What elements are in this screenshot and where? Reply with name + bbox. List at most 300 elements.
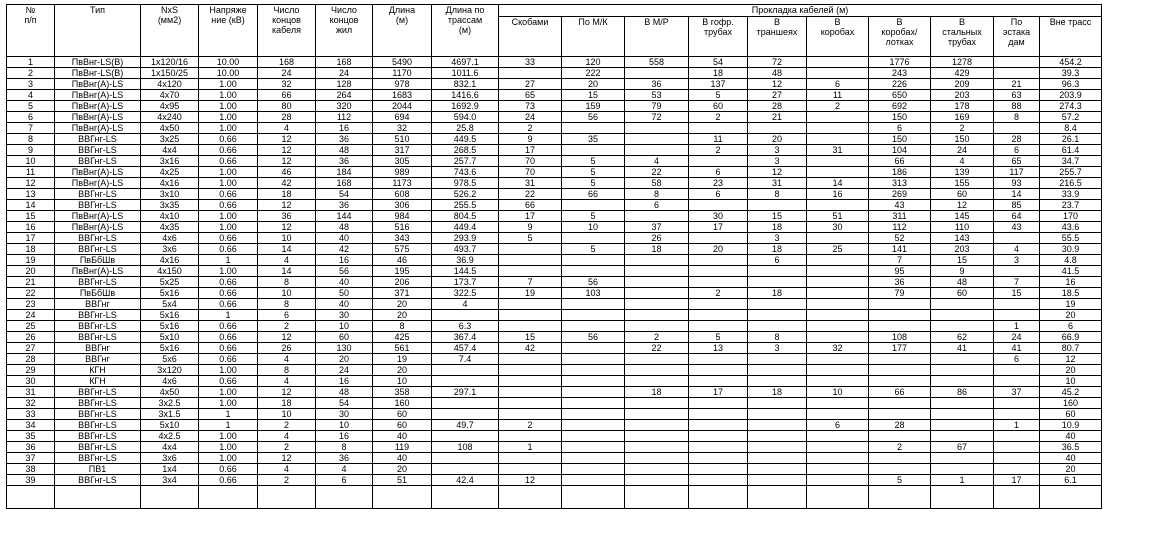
cell-laying-corrugated xyxy=(689,354,748,365)
cell-route-length: 1416.6 xyxy=(432,90,499,101)
cell-laying-overpass: 41 xyxy=(994,343,1040,354)
cell-laying-corrugated xyxy=(689,277,748,288)
cell-laying-overpass: 7 xyxy=(994,277,1040,288)
cell-laying-corrugated xyxy=(689,464,748,475)
cell-laying-staples xyxy=(499,354,562,365)
cell-laying-corrugated: 5 xyxy=(689,90,748,101)
cell-route-length: 449.5 xyxy=(432,134,499,145)
cell-length: 40 xyxy=(373,431,432,442)
cell-core-ends: 42 xyxy=(316,244,373,255)
cell-laying-box xyxy=(807,112,869,123)
cell-laying-staples: 1 xyxy=(499,442,562,453)
cell-laying-corrugated xyxy=(689,266,748,277)
cell-cross-section: 3x6 xyxy=(141,244,199,255)
cell-cable-type: ПВ1 xyxy=(55,464,141,475)
cell-cable-type: ПвВнг(А)-LS xyxy=(55,79,141,90)
cell-route-length: 108 xyxy=(432,442,499,453)
cell-cable-type: ВВГнг-LS xyxy=(55,431,141,442)
cell-row-num: 20 xyxy=(7,266,55,277)
cell-laying-offroute: 6 xyxy=(1040,321,1102,332)
header-laying-steel-pipe: В стальных трубах xyxy=(931,17,994,57)
cell-cable-ends: 46 xyxy=(258,167,316,178)
cell-laying-trench: 3 xyxy=(748,156,807,167)
table-row xyxy=(7,321,1102,332)
cell-laying-box: 32 xyxy=(807,343,869,354)
cell-laying-offroute: 10.9 xyxy=(1040,420,1102,431)
cell-laying-corrugated: 13 xyxy=(689,343,748,354)
cell-laying-box xyxy=(807,266,869,277)
cell-laying-corrugated xyxy=(689,453,748,464)
cell-voltage: 0.66 xyxy=(199,354,258,365)
blank-cell xyxy=(55,486,141,509)
cell-voltage: 0.66 xyxy=(199,233,258,244)
cell-core-ends: 16 xyxy=(316,376,373,387)
cell-laying-steel-pipe: 155 xyxy=(931,178,994,189)
cell-laying-corrugated: 17 xyxy=(689,222,748,233)
cell-laying-corrugated: 2 xyxy=(689,145,748,156)
cell-core-ends: 36 xyxy=(316,156,373,167)
cell-laying-corrugated xyxy=(689,123,748,134)
cell-row-num: 26 xyxy=(7,332,55,343)
cell-laying-tray: 36 xyxy=(869,277,931,288)
cell-cable-ends: 2 xyxy=(258,420,316,431)
cell-cable-type: ВВГнг xyxy=(55,354,141,365)
cell-cable-ends: 2 xyxy=(258,475,316,486)
cell-cross-section: 3x16 xyxy=(141,156,199,167)
cell-route-length: 367.4 xyxy=(432,332,499,343)
cell-laying-trench: 27 xyxy=(748,90,807,101)
cell-voltage: 0.66 xyxy=(199,145,258,156)
cell-laying-box: 2 xyxy=(807,101,869,112)
cell-laying-overpass: 1 xyxy=(994,420,1040,431)
cell-voltage: 1.00 xyxy=(199,167,258,178)
cell-cable-type: ВВГнг-LS xyxy=(55,409,141,420)
cell-laying-offroute: 8.4 xyxy=(1040,123,1102,134)
cell-laying-metal: 56 xyxy=(562,112,625,123)
cell-laying-staples xyxy=(499,453,562,464)
cell-laying-box xyxy=(807,123,869,134)
cell-laying-box: 6 xyxy=(807,79,869,90)
cell-voltage: 0.66 xyxy=(199,277,258,288)
cell-row-num: 4 xyxy=(7,90,55,101)
cell-cross-section: 1x4 xyxy=(141,464,199,475)
cell-length: 10 xyxy=(373,376,432,387)
cell-laying-metal xyxy=(562,145,625,156)
cell-route-length: 449.4 xyxy=(432,222,499,233)
blank-cell xyxy=(807,486,869,509)
cell-laying-offroute: 80.7 xyxy=(1040,343,1102,354)
cell-laying-metal: 35 xyxy=(562,134,625,145)
cell-laying-tray xyxy=(869,310,931,321)
cell-laying-staples: 7 xyxy=(499,277,562,288)
cell-voltage: 0.66 xyxy=(199,200,258,211)
cell-cable-ends: 4 xyxy=(258,376,316,387)
cell-laying-steel-pipe: 60 xyxy=(931,189,994,200)
cell-core-ends: 40 xyxy=(316,299,373,310)
cell-laying-tray xyxy=(869,464,931,475)
cell-cable-type: ВВГнг-LS xyxy=(55,200,141,211)
cell-row-num: 18 xyxy=(7,244,55,255)
cell-route-length: 293.9 xyxy=(432,233,499,244)
cell-length: 1173 xyxy=(373,178,432,189)
cell-laying-offroute: 60 xyxy=(1040,409,1102,420)
cell-route-length: 743.6 xyxy=(432,167,499,178)
cell-route-length xyxy=(432,464,499,475)
cell-laying-box xyxy=(807,475,869,486)
cell-laying-tray: 112 xyxy=(869,222,931,233)
cell-voltage: 1.00 xyxy=(199,266,258,277)
cell-laying-mr xyxy=(625,453,689,464)
header-route-length: Длина по трассам (м) xyxy=(432,5,499,57)
cell-route-length: 7.4 xyxy=(432,354,499,365)
cell-laying-offroute: 16 xyxy=(1040,277,1102,288)
cell-cable-type: ПвБбШв xyxy=(55,255,141,266)
cell-laying-staples: 9 xyxy=(499,222,562,233)
cell-cable-type: ПвВнг(А)-LS xyxy=(55,123,141,134)
cell-laying-trench xyxy=(748,464,807,475)
cell-laying-overpass xyxy=(994,453,1040,464)
cell-length: 51 xyxy=(373,475,432,486)
cell-laying-offroute: 160 xyxy=(1040,398,1102,409)
cell-laying-corrugated xyxy=(689,475,748,486)
cell-laying-tray xyxy=(869,409,931,420)
cell-laying-corrugated xyxy=(689,156,748,167)
cell-cable-ends: 42 xyxy=(258,178,316,189)
cell-laying-offroute: 66.9 xyxy=(1040,332,1102,343)
cell-laying-corrugated: 20 xyxy=(689,244,748,255)
cell-laying-steel-pipe: 15 xyxy=(931,255,994,266)
cell-laying-trench: 3 xyxy=(748,343,807,354)
cell-laying-trench xyxy=(748,200,807,211)
cell-cross-section: 1x120/16 xyxy=(141,57,199,68)
cell-laying-trench xyxy=(748,310,807,321)
cell-laying-overpass: 43 xyxy=(994,222,1040,233)
cell-row-num: 15 xyxy=(7,211,55,222)
cell-cross-section: 3x4 xyxy=(141,475,199,486)
cell-length: 608 xyxy=(373,189,432,200)
cell-voltage: 0.66 xyxy=(199,244,258,255)
cell-laying-staples xyxy=(499,431,562,442)
cell-voltage: 0.66 xyxy=(199,134,258,145)
cell-cross-section: 5x4 xyxy=(141,299,199,310)
cell-laying-steel-pipe xyxy=(931,398,994,409)
cell-row-num: 6 xyxy=(7,112,55,123)
table-row xyxy=(7,310,1102,321)
cell-core-ends: 30 xyxy=(316,310,373,321)
cell-voltage: 10.00 xyxy=(199,57,258,68)
cell-core-ends: 16 xyxy=(316,255,373,266)
cell-laying-metal: 20 xyxy=(562,79,625,90)
cell-laying-metal xyxy=(562,266,625,277)
cell-voltage: 1.00 xyxy=(199,79,258,90)
cell-laying-steel-pipe xyxy=(931,420,994,431)
cell-laying-corrugated: 2 xyxy=(689,288,748,299)
cell-cable-type: ВВГнг xyxy=(55,343,141,354)
cell-laying-trench: 28 xyxy=(748,101,807,112)
cell-laying-offroute: 216.5 xyxy=(1040,178,1102,189)
cell-laying-staples: 66 xyxy=(499,200,562,211)
cell-laying-corrugated xyxy=(689,299,748,310)
cell-core-ends: 184 xyxy=(316,167,373,178)
cell-laying-steel-pipe xyxy=(931,431,994,442)
cell-core-ends: 8 xyxy=(316,442,373,453)
cell-laying-trench xyxy=(748,409,807,420)
cell-laying-steel-pipe: 209 xyxy=(931,79,994,90)
cell-laying-mr xyxy=(625,365,689,376)
cell-laying-staples xyxy=(499,310,562,321)
cell-row-num: 31 xyxy=(7,387,55,398)
cell-laying-trench: 12 xyxy=(748,167,807,178)
cell-route-length: 268.5 xyxy=(432,145,499,156)
cell-laying-trench xyxy=(748,420,807,431)
cell-laying-box xyxy=(807,442,869,453)
cell-route-length: 457.4 xyxy=(432,343,499,354)
cell-core-ends: 36 xyxy=(316,453,373,464)
cell-laying-overpass: 14 xyxy=(994,189,1040,200)
header-num: № п/п xyxy=(7,5,55,57)
header-laying-mr: В М/Р xyxy=(625,17,689,57)
cell-route-length: 978.5 xyxy=(432,178,499,189)
cell-laying-mr: 36 xyxy=(625,79,689,90)
cell-row-num: 2 xyxy=(7,68,55,79)
cell-laying-steel-pipe: 143 xyxy=(931,233,994,244)
cell-length: 358 xyxy=(373,387,432,398)
cell-laying-box xyxy=(807,453,869,464)
cell-length: 989 xyxy=(373,167,432,178)
cell-laying-tray: 7 xyxy=(869,255,931,266)
cell-core-ends: 36 xyxy=(316,134,373,145)
cell-row-num: 11 xyxy=(7,167,55,178)
cell-laying-metal xyxy=(562,343,625,354)
cell-core-ends: 40 xyxy=(316,233,373,244)
cell-cross-section: 5x6 xyxy=(141,354,199,365)
cell-cable-type: ВВГнг-LS xyxy=(55,387,141,398)
cell-laying-tray xyxy=(869,354,931,365)
cell-cross-section: 4x240 xyxy=(141,112,199,123)
cell-route-length: 173.7 xyxy=(432,277,499,288)
cell-laying-steel-pipe xyxy=(931,321,994,332)
blank-cell xyxy=(994,486,1040,509)
table-row xyxy=(7,189,1102,200)
cell-laying-offroute: 40 xyxy=(1040,453,1102,464)
cell-laying-corrugated xyxy=(689,398,748,409)
cell-laying-box xyxy=(807,233,869,244)
cell-core-ends: 4 xyxy=(316,464,373,475)
cell-cable-ends: 2 xyxy=(258,442,316,453)
header-laying-tray: В коробах/ лотках xyxy=(869,17,931,57)
cell-laying-overpass: 93 xyxy=(994,178,1040,189)
cell-laying-trench xyxy=(748,365,807,376)
header-laying-metal: По М/К xyxy=(562,17,625,57)
cell-voltage: 1.00 xyxy=(199,90,258,101)
cell-laying-tray: 5 xyxy=(869,475,931,486)
cell-cable-ends: 12 xyxy=(258,145,316,156)
cell-core-ends: 48 xyxy=(316,387,373,398)
cell-length: 575 xyxy=(373,244,432,255)
cell-laying-corrugated: 6 xyxy=(689,189,748,200)
cell-laying-box xyxy=(807,409,869,420)
cell-laying-tray xyxy=(869,321,931,332)
cell-laying-overpass xyxy=(994,123,1040,134)
cell-row-num: 24 xyxy=(7,310,55,321)
cell-laying-staples: 5 xyxy=(499,233,562,244)
cell-cable-ends: 80 xyxy=(258,101,316,112)
cell-cable-ends: 4 xyxy=(258,354,316,365)
cell-voltage: 1.00 xyxy=(199,101,258,112)
cell-length: 20 xyxy=(373,464,432,475)
cell-laying-box xyxy=(807,321,869,332)
cell-cable-type: КГН xyxy=(55,365,141,376)
cell-length: 160 xyxy=(373,398,432,409)
cell-laying-mr: 22 xyxy=(625,343,689,354)
cell-core-ends: 20 xyxy=(316,354,373,365)
cell-laying-trench: 18 xyxy=(748,244,807,255)
table-row xyxy=(7,420,1102,431)
cell-cable-type: ПвВнг(А)-LS xyxy=(55,222,141,233)
cell-cross-section: 4x6 xyxy=(141,376,199,387)
cell-cross-section: 4x95 xyxy=(141,101,199,112)
cell-length: 510 xyxy=(373,134,432,145)
table-row xyxy=(7,431,1102,442)
blank-cell xyxy=(499,486,562,509)
cell-core-ends: 128 xyxy=(316,79,373,90)
cell-row-num: 33 xyxy=(7,409,55,420)
cell-laying-corrugated xyxy=(689,442,748,453)
cell-laying-offroute: 55.5 xyxy=(1040,233,1102,244)
table-row xyxy=(7,156,1102,167)
cell-laying-tray: 52 xyxy=(869,233,931,244)
cell-core-ends: 24 xyxy=(316,68,373,79)
table-row xyxy=(7,376,1102,387)
cell-laying-trench xyxy=(748,431,807,442)
cell-laying-staples: 73 xyxy=(499,101,562,112)
table-row xyxy=(7,57,1102,68)
cell-laying-metal: 66 xyxy=(562,189,625,200)
cell-laying-metal: 15 xyxy=(562,90,625,101)
cell-cross-section: 4x50 xyxy=(141,387,199,398)
cell-laying-staples xyxy=(499,68,562,79)
table-row xyxy=(7,288,1102,299)
cell-laying-metal: 120 xyxy=(562,57,625,68)
table-row xyxy=(7,332,1102,343)
cell-laying-staples xyxy=(499,387,562,398)
cell-laying-trench: 15 xyxy=(748,211,807,222)
blank-cell xyxy=(141,486,199,509)
cell-cross-section: 4x16 xyxy=(141,178,199,189)
cell-laying-overpass: 1 xyxy=(994,321,1040,332)
cell-laying-tray: 108 xyxy=(869,332,931,343)
header-laying-offroute: Вне трасс xyxy=(1040,17,1102,57)
cell-laying-steel-pipe xyxy=(931,365,994,376)
header-nxs: NxS (мм2) xyxy=(141,5,199,57)
cell-cable-type: ВВГнг-LS xyxy=(55,277,141,288)
cell-voltage: 0.66 xyxy=(199,156,258,167)
table-row xyxy=(7,101,1102,112)
cell-cable-ends: 12 xyxy=(258,453,316,464)
table-row xyxy=(7,233,1102,244)
cell-laying-tray: 95 xyxy=(869,266,931,277)
cable-table xyxy=(6,4,1102,509)
cell-cable-type: ВВГнг-LS xyxy=(55,189,141,200)
cell-laying-box xyxy=(807,299,869,310)
cell-laying-steel-pipe xyxy=(931,299,994,310)
cell-laying-corrugated xyxy=(689,255,748,266)
table-row xyxy=(7,354,1102,365)
cell-laying-mr: 58 xyxy=(625,178,689,189)
cell-cable-ends: 12 xyxy=(258,332,316,343)
cell-voltage: 1 xyxy=(199,255,258,266)
cell-voltage: 0.66 xyxy=(199,343,258,354)
cell-laying-trench xyxy=(748,442,807,453)
cell-cable-ends: 8 xyxy=(258,365,316,376)
cell-laying-overpass: 28 xyxy=(994,134,1040,145)
cell-length: 984 xyxy=(373,211,432,222)
cell-laying-steel-pipe xyxy=(931,354,994,365)
cell-voltage: 1.00 xyxy=(199,365,258,376)
cell-laying-corrugated xyxy=(689,365,748,376)
cell-laying-trench xyxy=(748,475,807,486)
cell-core-ends: 36 xyxy=(316,200,373,211)
cell-row-num: 9 xyxy=(7,145,55,156)
cell-laying-offroute: 255.7 xyxy=(1040,167,1102,178)
cell-laying-mr xyxy=(625,134,689,145)
cell-laying-steel-pipe: 203 xyxy=(931,90,994,101)
cell-laying-mr xyxy=(625,409,689,420)
blank-row xyxy=(7,486,1102,509)
cell-laying-steel-pipe xyxy=(931,310,994,321)
cell-row-num: 16 xyxy=(7,222,55,233)
cell-cable-ends: 10 xyxy=(258,288,316,299)
header-laying-overpass: По эстака дам xyxy=(994,17,1040,57)
cell-laying-metal: 5 xyxy=(562,167,625,178)
blank-cell xyxy=(316,486,373,509)
cell-laying-metal xyxy=(562,453,625,464)
cell-cross-section: 3x1.5 xyxy=(141,409,199,420)
cell-laying-mr xyxy=(625,431,689,442)
header-laying-box: В коробах xyxy=(807,17,869,57)
cell-row-num: 29 xyxy=(7,365,55,376)
cell-core-ends: 60 xyxy=(316,332,373,343)
cell-voltage: 1 xyxy=(199,420,258,431)
cell-core-ends: 48 xyxy=(316,145,373,156)
cell-cross-section: 4x4 xyxy=(141,145,199,156)
table-row xyxy=(7,343,1102,354)
cell-laying-trench xyxy=(748,376,807,387)
cell-laying-staples: 42 xyxy=(499,343,562,354)
cell-laying-overpass: 15 xyxy=(994,288,1040,299)
cell-route-length: 832.1 xyxy=(432,79,499,90)
cell-laying-overpass: 65 xyxy=(994,156,1040,167)
cell-core-ends: 50 xyxy=(316,288,373,299)
cell-laying-tray: 150 xyxy=(869,134,931,145)
cell-laying-steel-pipe: 150 xyxy=(931,134,994,145)
cell-route-length: 322.5 xyxy=(432,288,499,299)
cell-laying-steel-pipe: 1278 xyxy=(931,57,994,68)
cell-voltage: 0.66 xyxy=(199,332,258,343)
cell-laying-overpass xyxy=(994,57,1040,68)
cell-voltage: 0.66 xyxy=(199,288,258,299)
cell-laying-tray xyxy=(869,398,931,409)
cell-route-length: 255.5 xyxy=(432,200,499,211)
cell-laying-metal xyxy=(562,233,625,244)
cell-laying-tray: 226 xyxy=(869,79,931,90)
cell-laying-box: 6 xyxy=(807,420,869,431)
cell-laying-overpass xyxy=(994,442,1040,453)
blank-cell xyxy=(432,486,499,509)
cell-voltage: 1.00 xyxy=(199,211,258,222)
cell-route-length: 36.9 xyxy=(432,255,499,266)
cell-laying-mr: 53 xyxy=(625,90,689,101)
